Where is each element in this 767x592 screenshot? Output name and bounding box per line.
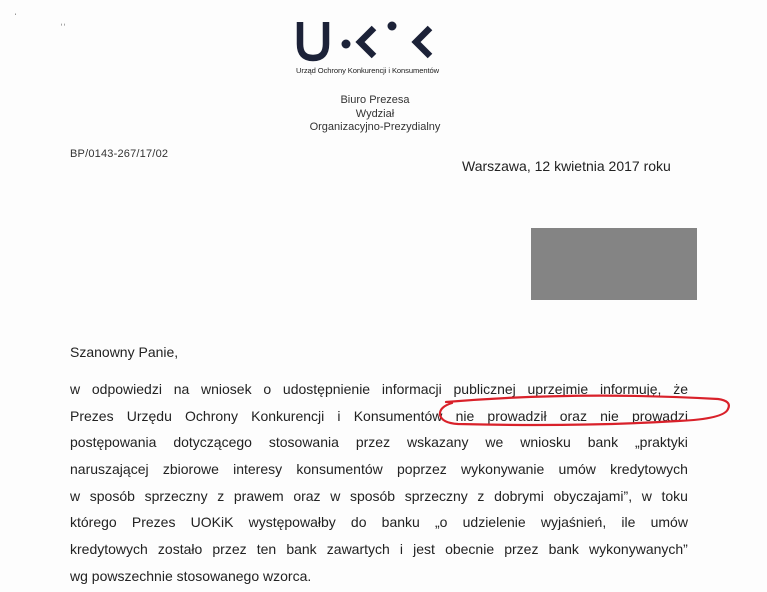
- letter-date: Warszawa, 12 kwietnia 2017 roku: [462, 158, 671, 174]
- reference-number: BP/0143-267/17/02: [70, 148, 169, 160]
- body-line: w odpowiedzi na wniosek o udostępnienie informacji publicznej uprzejmie informuję, że: [70, 381, 688, 397]
- uokik-logo: [296, 18, 446, 62]
- letter-body: [70, 376, 688, 590]
- body-line: postępowania dotyczącego stosowania przez wskazany we wniosku bank „praktyki: [70, 434, 688, 451]
- body-line: którego Prezes UOKiK występowałby do banku „o udzielenie wyjaśnień, ile umów: [70, 514, 688, 531]
- organization-name: Urząd Ochrony Konkurencji i Konsumentów: [296, 66, 439, 75]
- body-line: Prezes Urzędu Ochrony Konkurencji i Konsumentów nie prowadził oraz nie prowadzi: [70, 407, 688, 424]
- body-line: w sposób sprzeczny z prawem oraz w sposób sprzeczny z dobrymi obyczajami”, w toku: [70, 487, 688, 504]
- scan-speck: ˒˒: [60, 18, 66, 28]
- scan-speck: ˈ: [14, 12, 17, 22]
- office-block: [290, 94, 460, 135]
- body-line: kredytowych zostało przez ten bank zawartych i jest obecnie przez bank wykonywanych”: [70, 541, 688, 558]
- office-line: Biuro Prezesa: [340, 94, 410, 106]
- salutation: Szanowny Panie,: [70, 344, 179, 360]
- office-line: Wydział: [355, 107, 395, 120]
- office-line: Organizacyjno-Prezydialny: [309, 121, 441, 133]
- redacted-address-block: [531, 228, 697, 300]
- body-line: naruszającej zbiorowe interesy konsumentów poprzez wykonywanie umów kredytowych: [70, 461, 688, 478]
- body-line: wg powszechnie stosowanego wzorca.: [70, 567, 312, 584]
